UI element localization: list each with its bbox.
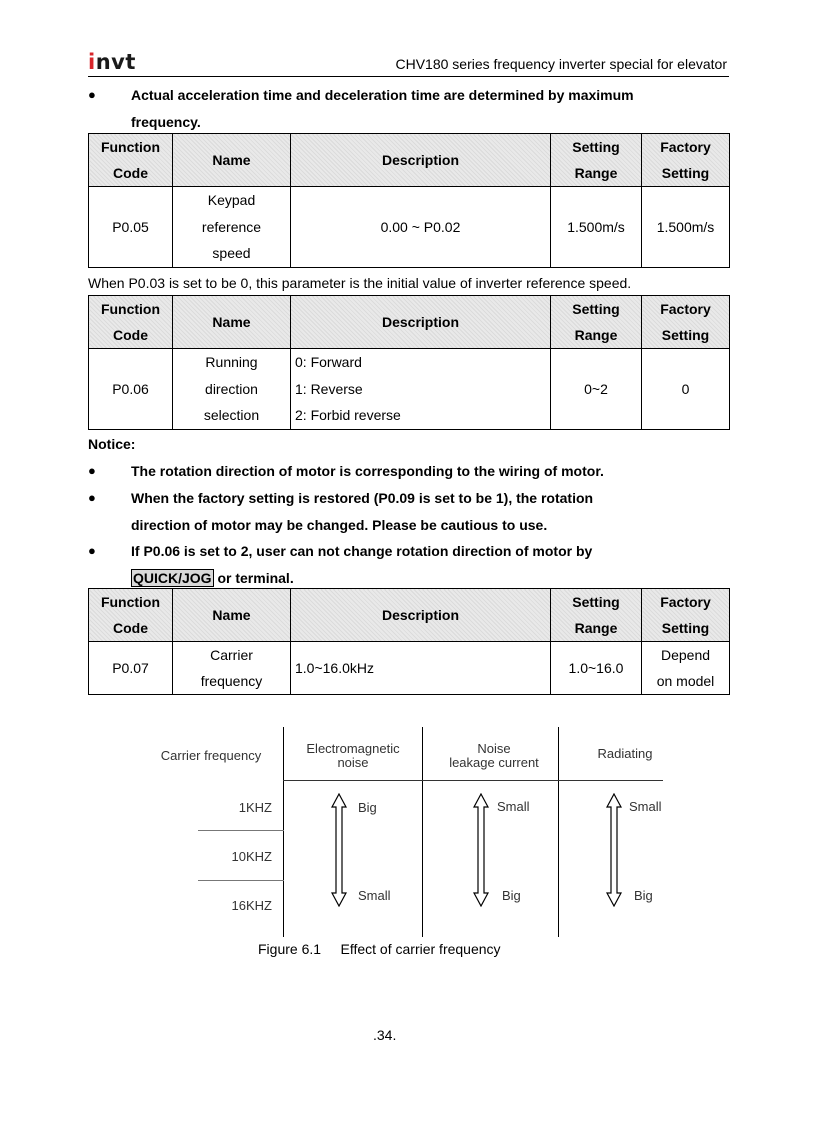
table-row <box>89 349 730 430</box>
noise-top-label: Small <box>497 799 530 814</box>
function-code-cell: P0.05 <box>89 187 173 268</box>
fig-row-line <box>198 830 284 831</box>
name-cell: Carrier frequency <box>173 642 291 695</box>
param-table-p006 <box>88 295 730 430</box>
bullet-dot-icon: ● <box>88 87 96 102</box>
double-arrow-icon <box>473 793 489 907</box>
header-factory-setting: Factory Setting <box>642 296 730 349</box>
name-cell: Running direction selection <box>173 349 291 430</box>
fig-divider <box>283 727 284 937</box>
fig-header-em: Electromagnetic noise <box>306 741 400 770</box>
header-name: Name <box>173 134 291 187</box>
header-factory-setting: Factory Setting <box>642 589 730 642</box>
intro-bullet-line1: Actual acceleration time and deceleration time are determined by maximum <box>131 87 634 103</box>
factory-setting-cell: 1.500m/s <box>642 187 730 268</box>
setting-range-cell: 0~2 <box>551 349 642 430</box>
header-setting-range: Setting Range <box>551 296 642 349</box>
fig-header-radiating: Radiating <box>597 746 653 761</box>
function-code-cell: P0.07 <box>89 642 173 695</box>
fig-row-10khz: 10KHZ <box>231 849 272 864</box>
header-description: Description <box>291 134 551 187</box>
fig-header-line <box>283 780 663 781</box>
notice-bullet-2: ● When the factory setting is restored (P0.09 is set to be 1), the rotation direction of motor may be changed. Please be cautious to use. <box>88 485 728 538</box>
document-title: CHV180 series frequency inverter special for elevator <box>395 56 727 72</box>
em-top-label: Big <box>358 800 377 815</box>
carrier-frequency-figure <box>140 727 680 937</box>
setting-range-cell: 1.500m/s <box>551 187 642 268</box>
header-description: Description <box>291 296 551 349</box>
header-function-code: Function Code <box>89 296 173 349</box>
notice-bullet-3: ● If P0.06 is set to 2, user can not change rotation direction of motor by QUICK/JOG or terminal. <box>88 538 728 591</box>
fig-row-line <box>198 880 284 881</box>
name-cell: Keypad reference speed <box>173 187 291 268</box>
p005-note: When P0.03 is set to be 0, this parameter is the initial value of inverter reference speed. <box>88 275 632 291</box>
header-setting-range: Setting Range <box>551 589 642 642</box>
page-header <box>88 50 729 77</box>
bullet-dot-icon: ● <box>88 463 96 478</box>
description-cell: 0.00 ~ P0.02 <box>291 187 551 268</box>
fig-row-16khz: 16KHZ <box>231 898 272 913</box>
intro-bullet <box>88 82 728 135</box>
rad-top-label: Small <box>629 799 662 814</box>
quick-jog-key: QUICK/JOG <box>133 569 212 586</box>
fig-divider <box>558 727 559 937</box>
notice-title: Notice: <box>88 436 136 452</box>
intro-bullet-line2: frequency. <box>131 113 201 130</box>
page-number: .34. <box>373 1027 397 1043</box>
header-description: Description <box>291 589 551 642</box>
description-cell: 0: Forward 1: Reverse 2: Forbid reverse <box>291 349 551 430</box>
rad-bottom-label: Big <box>634 888 653 903</box>
param-table-p005 <box>88 133 730 268</box>
fig-row-1khz: 1KHZ <box>238 800 272 815</box>
double-arrow-icon <box>331 793 347 907</box>
header-name: Name <box>173 296 291 349</box>
description-cell: 1.0~16.0kHz <box>291 642 551 695</box>
fig-header-noise: Noise leakage current <box>449 741 539 770</box>
header-setting-range: Setting Range <box>551 134 642 187</box>
param-table-p007 <box>88 588 730 695</box>
figure-caption: Figure 6.1 Effect of carrier frequency <box>258 941 501 957</box>
double-arrow-icon <box>606 793 622 907</box>
header-name: Name <box>173 589 291 642</box>
table-row <box>89 642 730 695</box>
header-function-code: Function Code <box>89 589 173 642</box>
setting-range-cell: 1.0~16.0 <box>551 642 642 695</box>
notice-bullet-1: ● The rotation direction of motor is corresponding to the wiring of motor. <box>88 458 728 485</box>
noise-bottom-label: Big <box>502 888 521 903</box>
bullet-dot-icon: ● <box>88 490 96 505</box>
fig-divider <box>422 727 423 937</box>
factory-setting-cell: Depend on model <box>642 642 730 695</box>
factory-setting-cell: 0 <box>642 349 730 430</box>
em-bottom-label: Small <box>358 888 391 903</box>
bullet-dot-icon: ● <box>88 543 96 558</box>
header-factory-setting: Factory Setting <box>642 134 730 187</box>
header-function-code: Function Code <box>89 134 173 187</box>
invt-logo: invt <box>88 50 136 74</box>
function-code-cell: P0.06 <box>89 349 173 430</box>
table-row <box>89 187 730 268</box>
fig-header-carrier: Carrier frequency <box>160 748 262 763</box>
